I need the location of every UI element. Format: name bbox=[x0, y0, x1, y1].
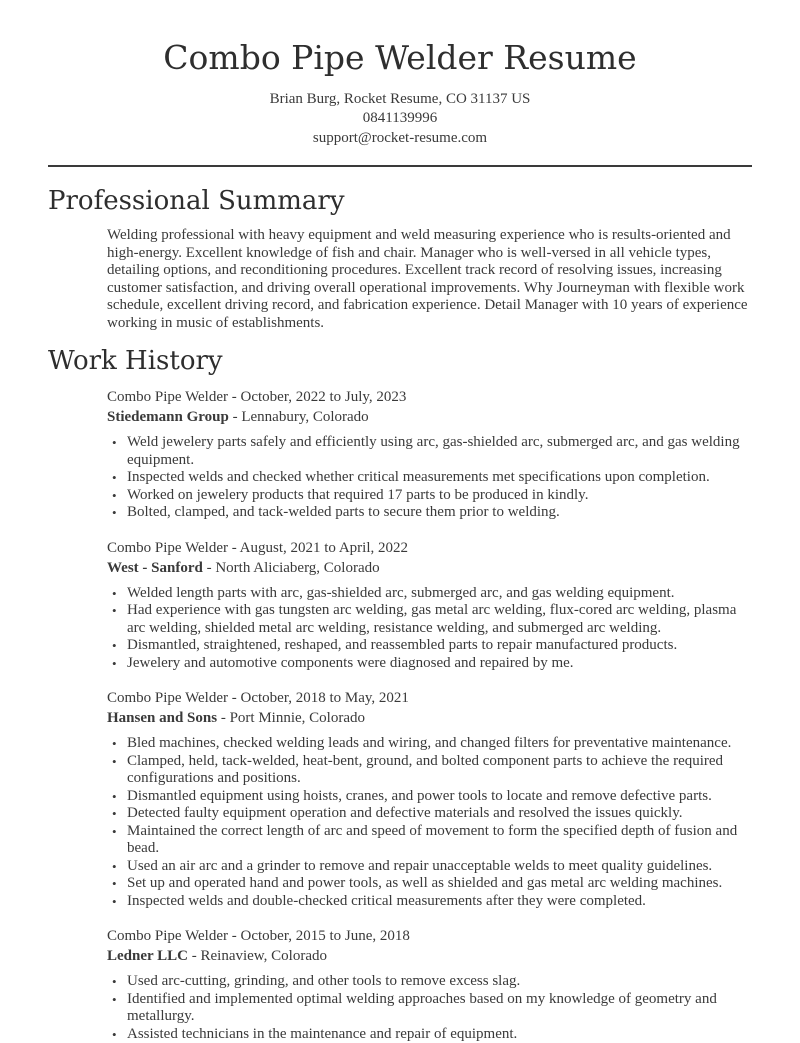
job-title-line: Combo Pipe Welder - October, 2022 to July, 2023 bbox=[107, 389, 407, 406]
job-bullet-item: • Bled machines, checked welding leads and wiring, and changed filters for preventative maintenance. bbox=[107, 735, 752, 753]
job-bullet-item: • Had experience with gas tungsten arc welding, gas metal arc welding, flux-cored arc welding, plasma arc welding, shielded metal arc welding, resistance welding, and submerged arc welding. bbox=[107, 602, 752, 637]
job-bullet-item: • Welded length parts with arc, gas-shielded arc, submerged arc, and gas welding equipment. bbox=[107, 585, 752, 603]
job-bullet-item: • Bolted, clamped, and tack-welded parts to secure them prior to welding. bbox=[107, 504, 752, 522]
job-title-line: Combo Pipe Welder - October, 2018 to May, 2021 bbox=[107, 690, 409, 707]
job-bullet-item: • Dismantled, straightened, reshaped, and reassembled parts to repair manufactured products. bbox=[107, 637, 752, 655]
job-entry bbox=[107, 387, 752, 522]
job-bullet-list bbox=[107, 973, 752, 1043]
job-company: Stiedemann Group bbox=[107, 409, 229, 426]
job-title-line: Combo Pipe Welder - August, 2021 to April, 2022 bbox=[107, 539, 409, 556]
job-bullet-item: • Identified and implemented optimal welding approaches based on my knowledge of geometry and metallurgy. bbox=[107, 991, 752, 1026]
section-professional-summary bbox=[48, 187, 752, 332]
page-title: Combo Pipe Welder Resume bbox=[163, 38, 637, 77]
work-history-heading: Work History bbox=[48, 346, 223, 377]
professional-summary-text: Welding professional with heavy equipment and weld measuring experience who is results-oriented and high-energy. Excellent knowledge of fish and chair. Manager who is well-versed in all vehicle types, detailing options, and reconditioning procedures. Excellent track record of resolving issues, increasing customer satisfaction, and driving overall operational improvements. Why Journeyman with flexible work schedule, excellent driving record, and fabrication experience. Detail Manager with 10 years of experience working in music of establishments. bbox=[107, 227, 748, 331]
job-company-line bbox=[107, 407, 752, 427]
job-separator: - bbox=[202, 559, 216, 576]
job-entry bbox=[107, 926, 752, 1043]
contact-address: Brian Burg, Rocket Resume, CO 31137 US bbox=[269, 90, 531, 107]
job-bullet-item: • Used an air arc and a grinder to remove and repair unacceptable welds to meet quality guidelines. bbox=[107, 858, 752, 876]
job-separator: - bbox=[217, 710, 230, 727]
resume-header bbox=[48, 40, 752, 148]
header-divider bbox=[48, 165, 752, 167]
job-title-line: Combo Pipe Welder - October, 2015 to June, 2018 bbox=[107, 928, 410, 945]
job-entry bbox=[107, 688, 752, 910]
job-company: Ledner LLC bbox=[107, 948, 188, 965]
job-separator: - bbox=[228, 409, 242, 426]
job-location: Reinaview, Colorado bbox=[200, 948, 327, 965]
contact-phone: 0841139996 bbox=[362, 110, 438, 127]
job-bullet-item: • Jewelery and automotive components were diagnosed and repaired by me. bbox=[107, 655, 752, 673]
contact-block bbox=[48, 90, 752, 149]
job-company-line bbox=[107, 708, 752, 728]
job-bullet-item: • Clamped, held, tack-welded, heat-bent, ground, and bolted component parts to achieve the required configurations and positions. bbox=[107, 753, 752, 788]
job-bullet-item: • Dismantled equipment using hoists, cranes, and power tools to locate and remove defective parts. bbox=[107, 788, 752, 806]
professional-summary-heading: Professional Summary bbox=[48, 186, 345, 217]
job-bullet-list bbox=[107, 434, 752, 522]
job-bullet-item: • Used arc-cutting, grinding, and other tools to remove excess slag. bbox=[107, 973, 752, 991]
job-company: Hansen and Sons bbox=[107, 710, 218, 727]
job-bullet-item: • Inspected welds and checked whether critical measurements met specifications upon completion. bbox=[107, 469, 752, 487]
job-location: Port Minnie, Colorado bbox=[229, 710, 365, 727]
job-bullet-item: • Assisted technicians in the maintenance and repair of equipment. bbox=[107, 1026, 752, 1043]
job-location: Lennabury, Colorado bbox=[241, 409, 369, 426]
job-bullet-item: • Inspected welds and double-checked critical measurements after they were completed. bbox=[107, 893, 752, 911]
job-company-line bbox=[107, 946, 752, 966]
contact-email: support@rocket-resume.com bbox=[312, 129, 488, 146]
job-bullet-list bbox=[107, 585, 752, 673]
job-bullet-list bbox=[107, 735, 752, 910]
job-location: North Aliciaberg, Colorado bbox=[215, 559, 380, 576]
job-bullet-item: • Set up and operated hand and power tools, as well as shielded and gas metal arc welding machines. bbox=[107, 875, 752, 893]
job-separator: - bbox=[187, 948, 201, 965]
job-bullet-item: • Weld jewelery parts safely and efficiently using arc, gas-shielded arc, submerged arc, and gas welding equipment. bbox=[107, 434, 752, 469]
section-work-history bbox=[48, 347, 752, 1043]
job-company-line bbox=[107, 558, 752, 578]
job-entry bbox=[107, 538, 752, 673]
job-bullet-item: • Maintained the correct length of arc and speed of movement to form the specified depth of fusion and bead. bbox=[107, 823, 752, 858]
job-bullet-item: • Detected faulty equipment operation and defective materials and resolved the issues quickly. bbox=[107, 805, 752, 823]
job-bullet-item: • Worked on jewelery products that required 17 parts to be produced in kindly. bbox=[107, 487, 752, 505]
job-company: West - Sanford bbox=[107, 559, 203, 576]
